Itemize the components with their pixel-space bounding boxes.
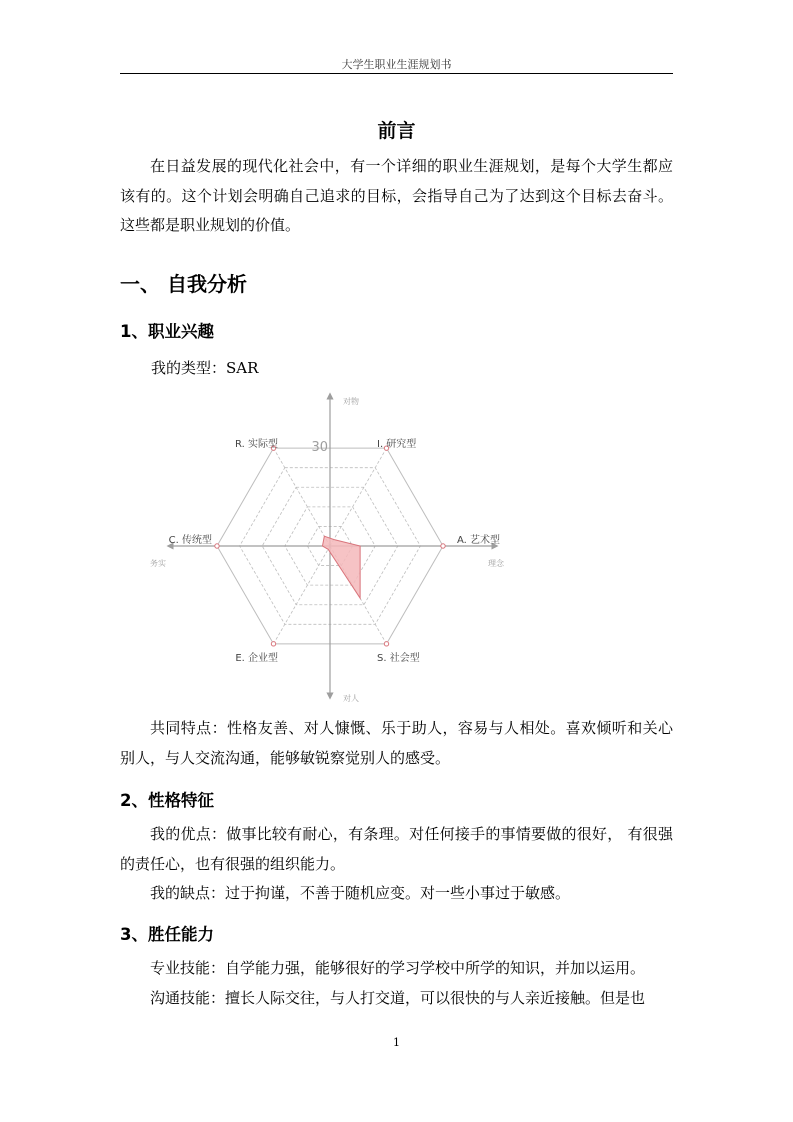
axis-vertex-marker	[271, 642, 275, 646]
holland-radar-chart	[150, 388, 520, 708]
subheading-competence: 3、胜任能力	[120, 925, 214, 944]
quadrant-label-top: 对物	[343, 397, 359, 406]
score-area	[322, 536, 360, 598]
scale-max-label: 30	[311, 440, 328, 456]
professional-skills-paragraph: 专业技能：自学能力强，能够很好的学习学校中所学的知识，并加以运用。	[150, 959, 646, 977]
axis-vertex-marker	[384, 642, 388, 646]
preface-title: 前言	[377, 120, 416, 142]
axis-label-realistic: R. 实际型	[235, 439, 278, 450]
axis-label-enterprising: E. 企业型	[235, 653, 278, 664]
header-rule	[120, 73, 673, 74]
grid-spoke	[330, 448, 387, 546]
communication-skills-paragraph: 沟通技能：擅长人际交往，与人打交道，可以很快的与人亲近接触。但是也	[150, 989, 646, 1007]
quadrant-label-left: 务实	[150, 559, 166, 568]
quadrant-label-bottom: 对人	[343, 694, 359, 703]
section-heading-self-analysis: 一、 自我分析	[120, 272, 247, 296]
page-header: 大学生职业生涯规划书	[341, 58, 452, 71]
personality-type-line: 我的类型：SAR	[151, 359, 259, 377]
axis-label-social: S. 社会型	[377, 653, 420, 664]
grid-spoke	[274, 546, 331, 644]
axis-label-investigative: I. 研究型	[377, 439, 417, 450]
axis-vertex-marker	[441, 544, 445, 548]
grid-spoke	[274, 448, 331, 546]
axis-label-conventional: C. 传统型	[168, 535, 212, 546]
subheading-career-interest: 1、职业兴趣	[120, 322, 214, 341]
page-number: 1	[393, 1036, 400, 1049]
common-traits-paragraph: 共同特点：性格友善、对人慷慨、乐于助人，容易与人相处。喜欢倾听和关心别人，与人交流沟通，能够敏锐察觉别人的感受。	[120, 719, 673, 767]
subheading-personality: 2、性格特征	[120, 791, 214, 810]
preface-paragraph: 在日益发展的现代化社会中，有一个详细的职业生涯规划，是每个大学生都应该有的。这个计划会明确自己追求的目标，会指导自己为了达到这个目标去奋斗。这些都是职业规划的价值。	[120, 157, 673, 234]
weaknesses-paragraph: 我的缺点：过于拘谨，不善于随机应变。对一些小事过于敏感。	[150, 884, 571, 902]
quadrant-label-right: 理念	[488, 559, 504, 568]
axis-vertex-marker	[215, 544, 219, 548]
axis-label-artistic: A. 艺术型	[457, 535, 501, 546]
strengths-paragraph: 我的优点：做事比较有耐心，有条理。对任何接手的事情要做的很好， 有很强的责任心，也有很强的组织能力。	[120, 825, 673, 873]
